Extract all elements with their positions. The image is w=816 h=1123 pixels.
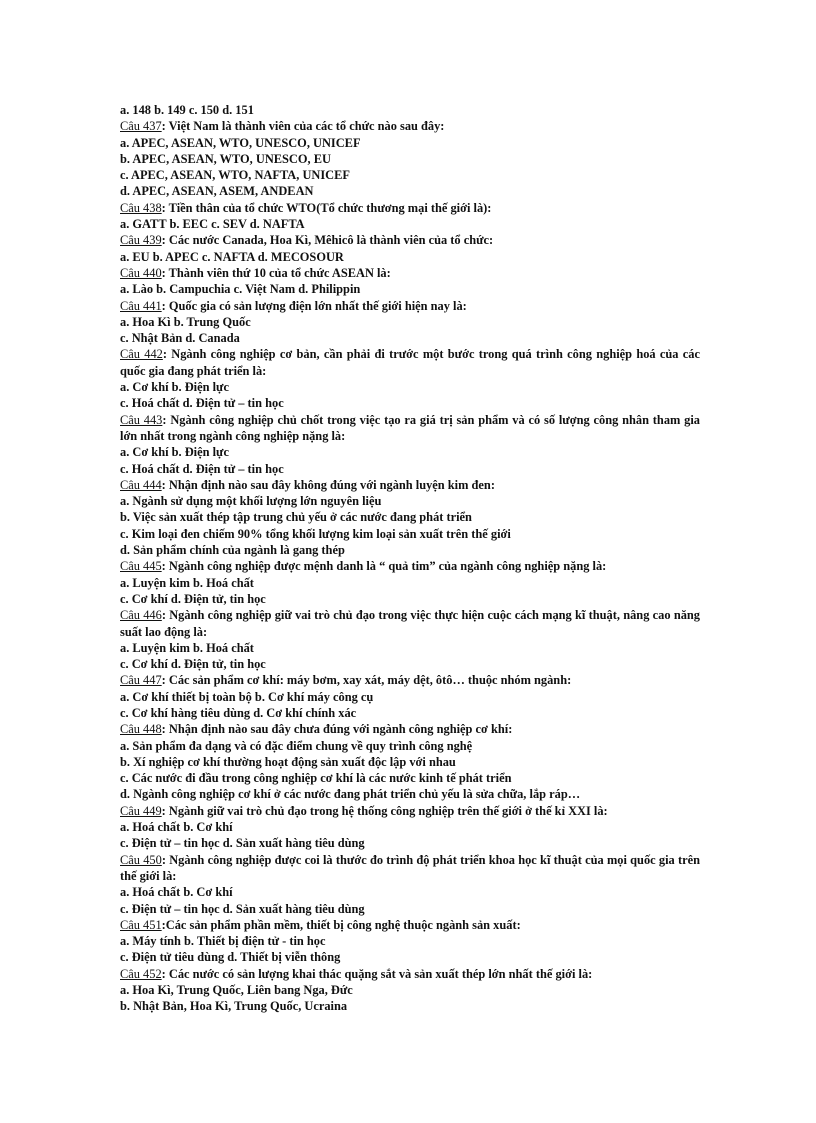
answer-line <box>120 167 700 183</box>
answer-line <box>120 102 700 118</box>
answer-options: b. APEC, ASEAN, WTO, UNESCO, EU <box>120 151 331 166</box>
answer-line <box>120 135 700 151</box>
question-text: : Việt Nam là thành viên của các tổ chức nào sau đây: <box>161 119 445 134</box>
answer-options: a. Sản phẩm đa dạng và có đặc điểm chung về quy trình công nghệ <box>120 738 473 753</box>
answer-options: c. Cơ khí d. Điện tử, tin học <box>120 591 266 606</box>
answer-options: c. APEC, ASEAN, WTO, NAFTA, UNICEF <box>120 168 350 183</box>
question-line <box>120 852 700 885</box>
answer-options: b. Việc sản xuất thép tập trung chủ yếu ở các nước đang phát triển <box>120 510 472 525</box>
answer-options: a. GATT b. EEC c. SEV d. NAFTA <box>120 217 305 232</box>
question-number: Câu 448 <box>120 722 162 737</box>
answer-line <box>120 835 700 851</box>
answer-options: a. Hoá chất b. Cơ khí <box>120 820 233 835</box>
question-line <box>120 803 700 819</box>
answer-line <box>120 884 700 900</box>
answer-options: a. Luyện kim b. Hoá chất <box>120 575 254 590</box>
answer-line <box>120 314 700 330</box>
answer-line <box>120 689 700 705</box>
answer-options: a. Luyện kim b. Hoá chất <box>120 640 254 655</box>
answer-line <box>120 330 700 346</box>
answer-options: c. Điện tử – tin học d. Sản xuất hàng tiêu dùng <box>120 901 365 916</box>
question-line <box>120 558 700 574</box>
answer-options: c. Điện tử – tin học d. Sản xuất hàng tiêu dùng <box>120 836 365 851</box>
question-number: Câu 440 <box>120 265 162 280</box>
question-line <box>120 477 700 493</box>
answer-line <box>120 281 700 297</box>
answer-options: a. Lào b. Campuchia c. Việt Nam d. Philippin <box>120 282 361 297</box>
answer-line <box>120 542 700 558</box>
question-number: Câu 450 <box>120 852 162 867</box>
question-text: : Ngành công nghiệp chủ chốt trong việc tạo ra giá trị sản phẩm và có số lượng công nhân tham gia lớn nhất trong ngành công nghiệp nặng là: <box>120 412 700 443</box>
answer-line <box>120 526 700 542</box>
question-line <box>120 672 700 688</box>
answer-options: c. Kim loại đen chiếm 90% tổng khối lượng kim loại sản xuất trên thế giới <box>120 526 511 541</box>
answer-options: b. Xí nghiệp cơ khí thường hoạt động sản xuất độc lập với nhau <box>120 754 456 769</box>
answer-options: c. Điện tử tiêu dùng d. Thiết bị viễn thông <box>120 950 341 965</box>
answer-options: a. Cơ khí b. Điện lực <box>120 380 229 395</box>
answer-line <box>120 640 700 656</box>
answer-options: a. Máy tính b. Thiết bị điện tử - tin học <box>120 934 326 949</box>
answer-line <box>120 183 700 199</box>
question-text: : Quốc gia có sản lượng điện lớn nhất thế giới hiện nay là: <box>161 298 467 313</box>
answer-line <box>120 786 700 802</box>
answer-line <box>120 998 700 1014</box>
answer-options: d. Sản phẩm chính của ngành là gang thép <box>120 543 345 558</box>
question-line <box>120 966 700 982</box>
answer-options: c. Hoá chất d. Điện tử – tin học <box>120 396 284 411</box>
question-number: Câu 444 <box>120 477 162 492</box>
answer-line <box>120 705 700 721</box>
question-line <box>120 200 700 216</box>
answer-line <box>120 575 700 591</box>
question-number: Câu 452 <box>120 966 162 981</box>
question-text: : Ngành công nghiệp giữ vai trò chủ đạo trong việc thực hiện cuộc cách mạng kĩ thuật, nâng cao năng suất lao động là: <box>120 608 700 639</box>
answer-line <box>120 379 700 395</box>
answer-line <box>120 493 700 509</box>
answer-line <box>120 819 700 835</box>
answer-options: a. APEC, ASEAN, WTO, UNESCO, UNICEF <box>120 135 361 150</box>
question-text: : Ngành công nghiệp được mệnh danh là “ quả tim” của ngành công nghiệp nặng là: <box>161 559 607 574</box>
question-text: : Ngành công nghiệp được coi là thước đo trình độ phát triển khoa học kĩ thuật của mọi quốc gia trên thế giới là: <box>120 852 700 883</box>
answer-options: a. 148 b. 149 c. 150 d. 151 <box>120 103 254 117</box>
question-text: : Thành viên thứ 10 của tổ chức ASEAN là: <box>161 265 391 280</box>
answer-line <box>120 509 700 525</box>
answer-options: a. Hoa Kì, Trung Quốc, Liên bang Nga, Đức <box>120 983 353 998</box>
question-line <box>120 118 700 134</box>
question-number: Câu 446 <box>120 608 162 623</box>
answer-line <box>120 591 700 607</box>
question-text: : Ngành công nghiệp cơ bản, cần phải đi trước một bước trong quá trình công nghiệp hoá của các quốc gia đang phát triển là: <box>120 347 700 378</box>
question-line <box>120 346 700 379</box>
question-number: Câu 442 <box>120 347 163 362</box>
question-number: Câu 445 <box>120 559 162 574</box>
question-number: Câu 438 <box>120 200 162 215</box>
answer-options: b. Nhật Bản, Hoa Kì, Trung Quốc, Ucraina <box>120 999 348 1014</box>
question-text: : Các nước Canada, Hoa Kì, Mêhicô là thành viên của tổ chức: <box>161 233 494 248</box>
answer-line <box>120 461 700 477</box>
question-text: : Các sản phẩm cơ khí: máy bơm, xay xát, máy dệt, ôtô… thuộc nhóm ngành: <box>161 673 572 688</box>
question-line <box>120 298 700 314</box>
answer-options: a. Hoá chất b. Cơ khí <box>120 885 233 900</box>
answer-options: c. Cơ khí d. Điện tử, tin học <box>120 657 266 672</box>
question-text: : Nhận định nào sau đây chưa đúng với ngành công nghiệp cơ khí: <box>161 722 513 737</box>
answer-line <box>120 770 700 786</box>
answer-line <box>120 444 700 460</box>
answer-options: c. Hoá chất d. Điện tử – tin học <box>120 461 284 476</box>
question-number: Câu 443 <box>120 412 163 427</box>
answer-line <box>120 216 700 232</box>
question-text: : Tiền thân của tổ chức WTO(Tổ chức thương mại thế giới là): <box>161 200 492 215</box>
question-line <box>120 607 700 640</box>
answer-line <box>120 933 700 949</box>
question-line <box>120 412 700 445</box>
question-line <box>120 721 700 737</box>
answer-options: c. Các nước đi đầu trong công nghiệp cơ khí là các nước kinh tế phát triển <box>120 771 512 786</box>
answer-line <box>120 949 700 965</box>
question-number: Câu 441 <box>120 298 162 313</box>
answer-options: a. Cơ khí b. Điện lực <box>120 445 229 460</box>
answer-line <box>120 151 700 167</box>
answer-options: c. Nhật Bản d. Canada <box>120 331 240 346</box>
answer-options: a. Hoa Kì b. Trung Quốc <box>120 314 251 329</box>
answer-options: a. EU b. APEC c. NAFTA d. MECOSOUR <box>120 249 344 264</box>
question-number: Câu 449 <box>120 803 162 818</box>
question-text: : Các nước có sản lượng khai thác quặng sắt và sản xuất thép lớn nhất thế giới là: <box>161 966 593 981</box>
answer-options: a. Cơ khí thiết bị toàn bộ b. Cơ khí máy công cụ <box>120 689 374 704</box>
answer-options: c. Cơ khí hàng tiêu dùng d. Cơ khí chính xác <box>120 705 357 720</box>
answer-options: a. Ngành sử dụng một khối lượng lớn nguyên liệu <box>120 494 382 509</box>
answer-options: d. APEC, ASEAN, ASEM, ANDEAN <box>120 184 314 199</box>
answer-line <box>120 901 700 917</box>
question-number: Câu 437 <box>120 119 162 134</box>
document-text-body <box>120 102 700 1015</box>
answer-line <box>120 982 700 998</box>
question-line <box>120 265 700 281</box>
question-text: : Ngành giữ vai trò chủ đạo trong hệ thống công nghiệp trên thế giới ở thế kỉ XXI là: <box>161 803 608 818</box>
answer-line <box>120 754 700 770</box>
question-line <box>120 917 700 933</box>
question-number: Câu 439 <box>120 233 162 248</box>
question-line <box>120 232 700 248</box>
question-number: Câu 451 <box>120 917 162 932</box>
answer-line <box>120 249 700 265</box>
question-number: Câu 447 <box>120 673 162 688</box>
answer-options: d. Ngành công nghiệp cơ khí ở các nước đang phát triển chủ yếu là sửa chữa, lắp ráp… <box>120 787 581 802</box>
answer-line <box>120 656 700 672</box>
answer-line <box>120 395 700 411</box>
question-text: : Nhận định nào sau đây không đúng với ngành luyện kim đen: <box>161 477 495 492</box>
question-text: :Các sản phẩm phần mềm, thiết bị công nghệ thuộc ngành sản xuất: <box>161 917 521 932</box>
answer-line <box>120 738 700 754</box>
